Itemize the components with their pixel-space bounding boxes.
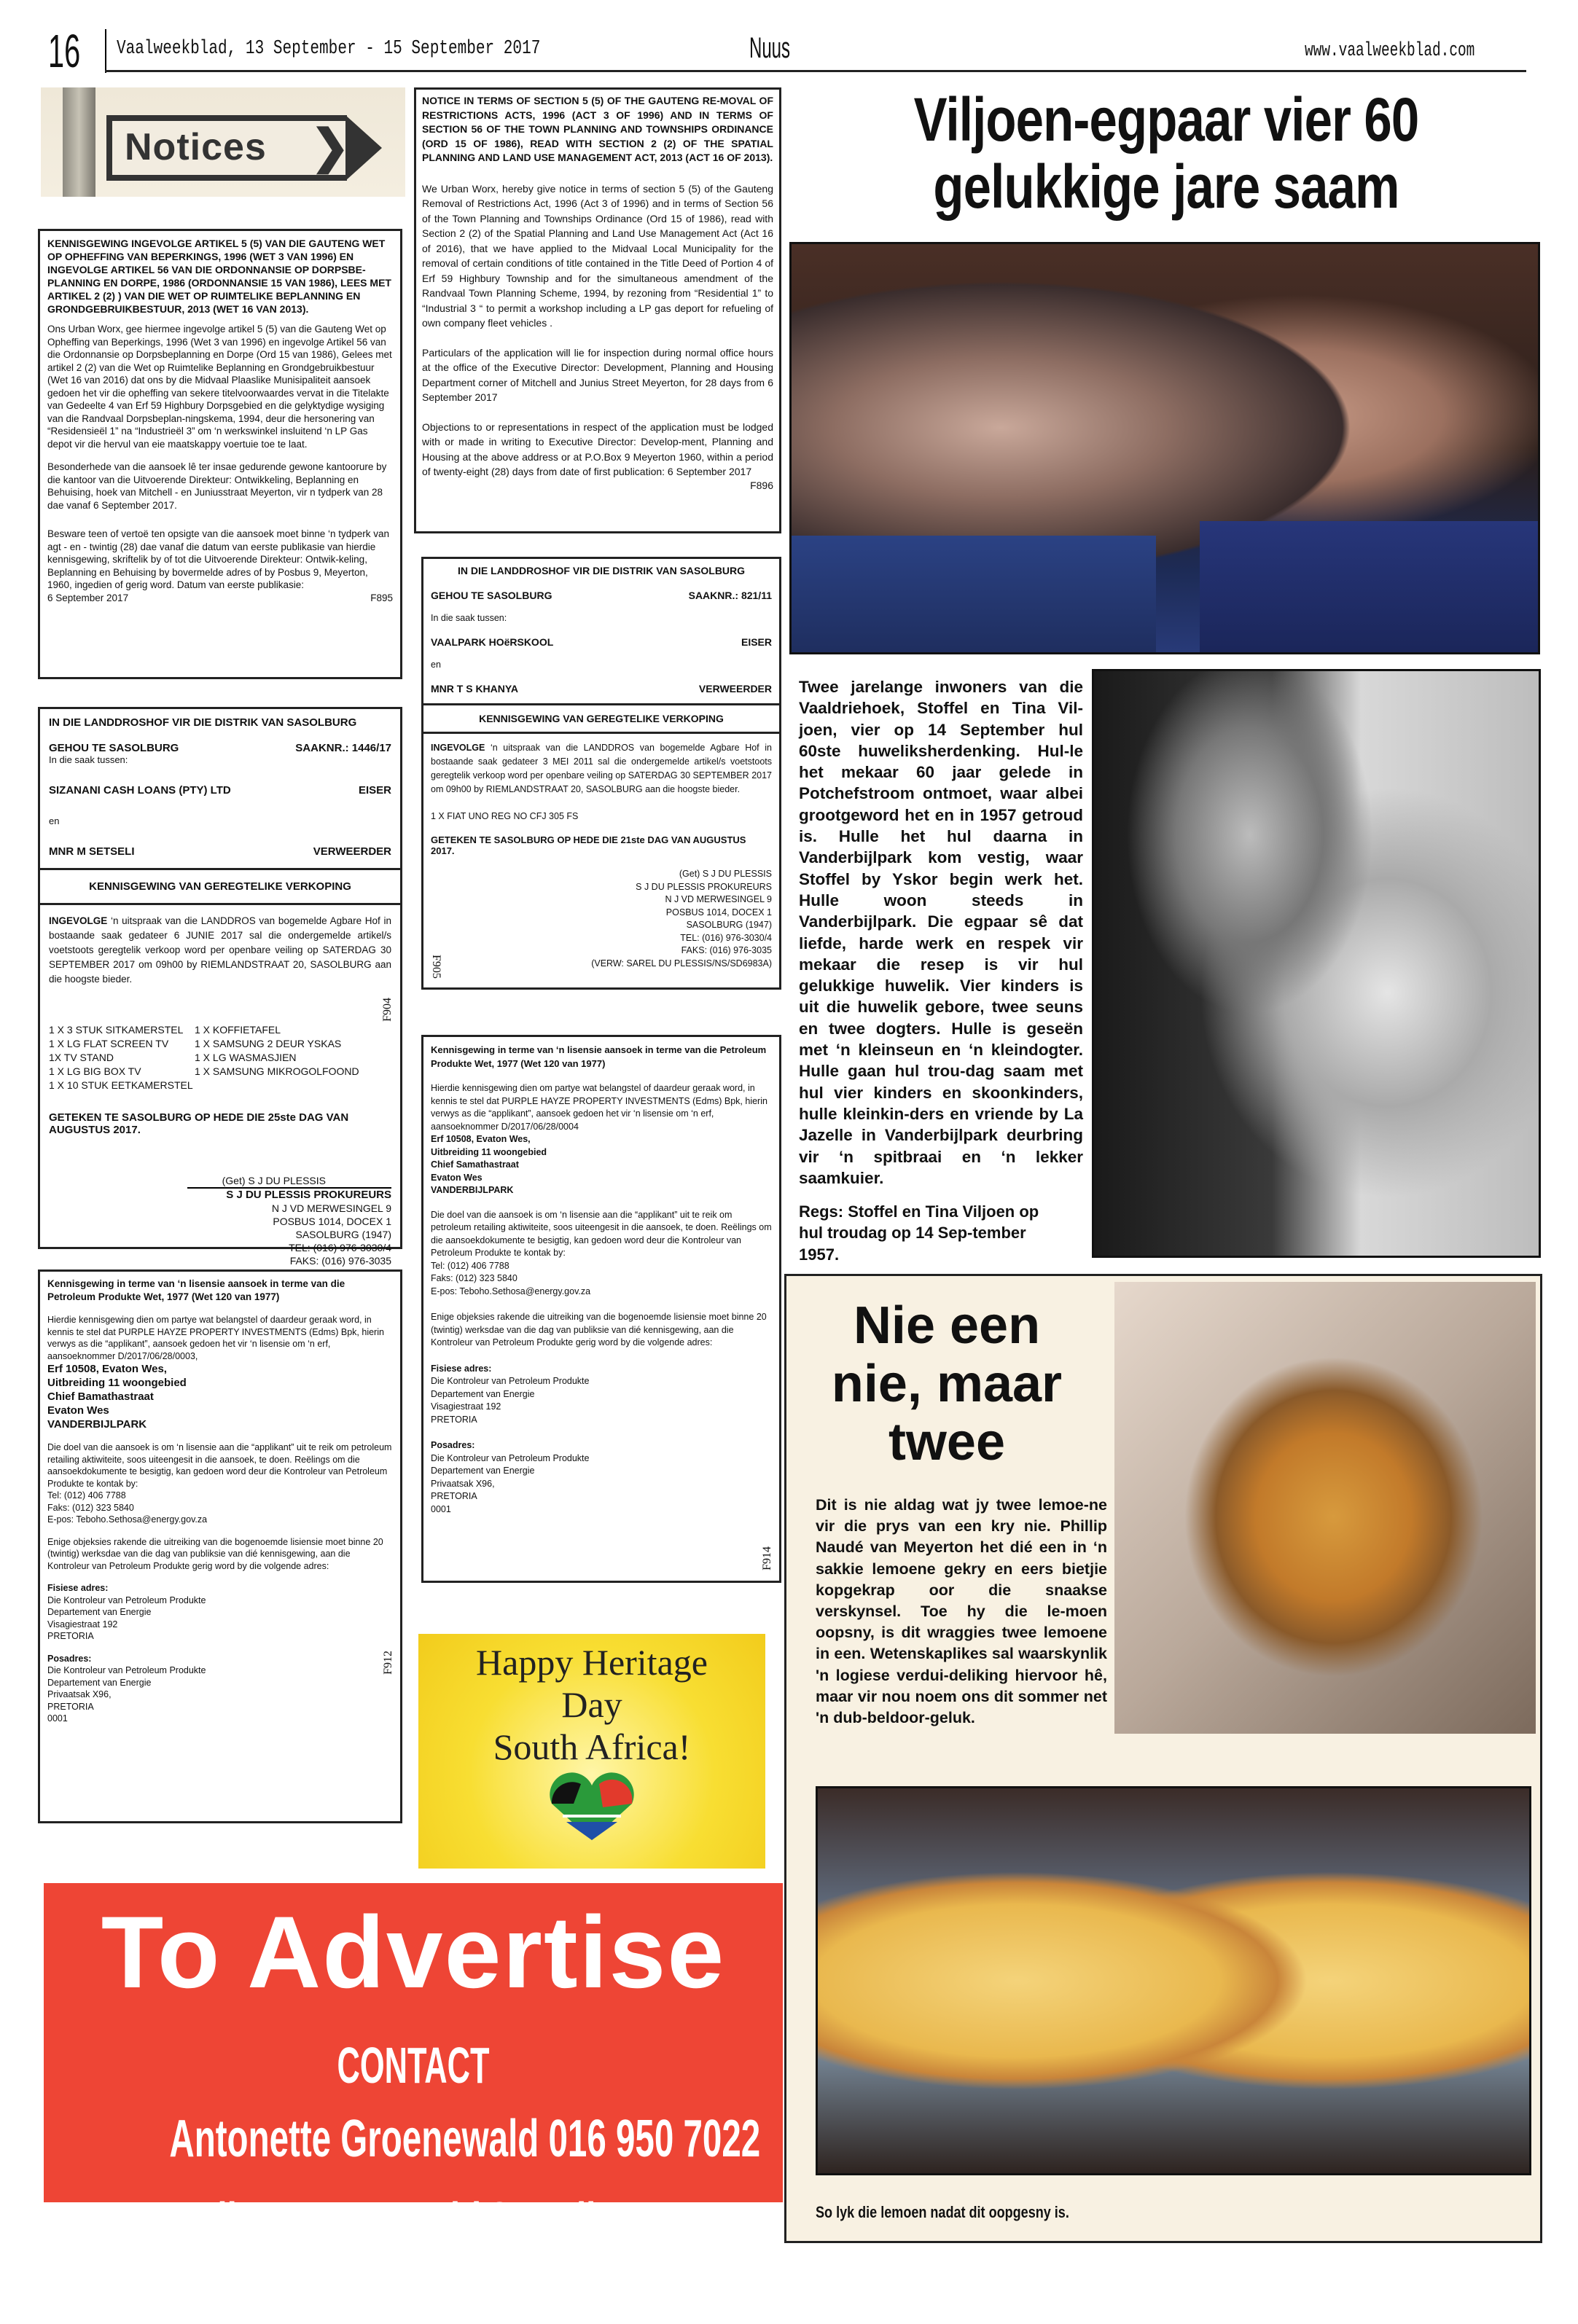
address-line: 0001 (431, 1503, 451, 1514)
header-divider (105, 29, 106, 73)
notice-paragraph: We Urban Worx, hereby give notice in terms of section 5 (5) of the Gauteng Removal of Restrictions Act, 1996 (Act 3 of 1996) and in terms of Section 56 of the Town Planning and Townships Ordinance (Ord 15 of 1986), read with Section 2 (2) of the Spatial Planning and Land Use Management Act (Act 16 of 2016), that we have applied to the Midvaal Local Municipality for the removal of certain conditions of title contained in the Title Deed of Portion 4 of Erf 59 Highbury Township and for the simultaneous amendment of the Randvaal Town Planning Scheme, 1994, by rezoning from “Residential 1” to “Industrial 3 “ to permit a workshop including a LP gas deport for refueling of own company fleet vehicles . (422, 182, 773, 329)
postal-address-label: Posadres: (431, 1440, 475, 1450)
address-line: Die Kontroleur van Petroleum Produkte (47, 1665, 206, 1675)
headline-line: gelukkige jare saam (933, 152, 1399, 221)
body-lead: INGEVOLGE (49, 915, 108, 926)
defendant-role: VERWEERDER (313, 845, 391, 858)
contact-tel: Tel: (012) 406 7788 (47, 1490, 126, 1501)
notice-paragraph: Die doel van die aansoek is om ‘n lisensie aan die “applikant” uit te reik om petroleum retailing aktiwiteite, soos uiteengesit in die aansoek, te doen. Reëlings om die aansoekdokumente te besigtig, kan gedoen word deur die Kontroleur van Petroleum Produkte te kontak by: (431, 1209, 772, 1258)
plaintiff-name: VAALPARK HOëRSKOOL (431, 636, 554, 648)
address-line: Die Kontroleur van Petroleum Produkte (431, 1376, 590, 1386)
sig-line: SASOLBURG (1947) (686, 920, 772, 930)
address-line: Uitbreiding 11 woongebied (47, 1377, 187, 1389)
notice-paragraph: Besonderhede van die aansoek lê ter insae gedurende gewone kantoorure by die kantoor van die Uitvoerende Direkteur: Ontwikkeling, Beplanning en Behuising, hoek van Mitchell - en Juniusstraat Meyerton, vir n tydperk van 28 dae vanaf 6 September 2017. (47, 461, 387, 511)
wedding-photo (1092, 669, 1541, 1258)
notices-label: Notices (125, 126, 267, 168)
notice-paragraph: Enige objeksies rakende die uitreiking van die bogenoemde lisiensie moet binne 20 (twintig) werksdae van die dag van publiksie van dié kennisgewing, aan die Kontroleur van Petroleum Produkte gerig word by die volgende adres: (47, 1536, 383, 1571)
address-line: Die Kontroleur van Petroleum Produkte (47, 1595, 206, 1605)
advert-title: To Advertise (101, 1895, 726, 2009)
sale-description (49, 914, 391, 987)
court-name: IN DIE LANDDROSHOF VIR DIE DISTRIK VAN SASOLBURG (457, 565, 746, 576)
divider (422, 732, 781, 734)
between-label: In die saak tussen: (49, 754, 128, 765)
notice-ref: F905 (430, 955, 442, 979)
notice-date: 6 September 2017 (47, 592, 129, 603)
court-location: GEHOU TE SASOLBURG (431, 590, 552, 601)
sale-item: 1 X SAMSUNG 2 DEUR YSKAS (195, 1038, 342, 1049)
advert-contact-email[interactable]: Mail:- agroenewald@media24.com (169, 2193, 735, 2251)
notice-title: KENNISGEWING VAN GEREGTELIKE VERKOPING (479, 713, 724, 724)
article-body: Dit is nie aldag wat jy twee lemoe-ne vir die prys van een kry nie. Phillip Naudé van Meyerton het dié een in ‘n sakkie lemoene gekry en eers bietjie kopgekrap oor die snaakse verskynsel. Toe hy die le-moen oopsny, is dit wraggies twee lemoene in een. Wetenskaplikes sal waarskynlik 'n logiese verdui-deliking hiervoor hê, maar vir nou noem ons dit sommer net 'n dub-beldoor-geluk. (816, 1496, 1107, 1727)
sign-arrow-tip (345, 115, 382, 181)
body-text: ‘n uitspraak van die LANDDROS van bogemelde Agbare Hof in bostaande saak gedateer 6 JUNIE 2017 sal die ondergemelde artikel/s voetstoots geregtelik verkoop word per openbare veiling op SATERDAG 30 SEPTEMBER 2017 om 09h00 by RIEMLANDSTRAAT 20, SASOLBURG aan die hoogste bieder. (49, 915, 391, 985)
address-line: Erf 10508, Evaton Wes, (47, 1363, 167, 1375)
address-line: Chief Bamathastraat (47, 1390, 154, 1403)
address-line: PRETORIA (47, 1701, 94, 1712)
sale-item: 1 X 3 STUK SITKAMERSTEL (49, 1024, 184, 1036)
petrol-notice-f912 (38, 1269, 402, 1823)
address-line: 0001 (47, 1713, 68, 1724)
case-number: SAAKNR.: 1446/17 (295, 742, 391, 754)
notice-heading: NOTICE IN TERMS OF SECTION 5 (5) OF THE GAUTENG RE-MOVAL OF RESTRICTIONS ACTS, 1996 (ACT 3 OF 1996) AND IN TERMS OF SECTION 56 OF THE TOWN PLANNING AND TOWNSHIPS ORDINANCE (ORD 15 OF 1986), READ WITH SECTION 2 (2) OF THE SPATIAL PLANNING AND LAND USE MANAGEMENT ACT, 2013 (ACT 16 OF 2013). (422, 95, 773, 163)
page-number: 16 (48, 25, 81, 77)
sale-item: 1 X LG BIG BOX TV (49, 1065, 141, 1077)
sig-line: (Get) S J DU PLESSIS (222, 1175, 326, 1186)
signature-block (49, 1174, 391, 1280)
plaintiff-role: EISER (741, 636, 772, 648)
notice-paragraph: Die doel van die aansoek is om ‘n lisensie aan die “applikant” uit te reik om petroleum retailing aktiwiteite, soos uiteengesit in die aansoek, te doen. Reëlings om die aansoekdokumente te besigtig, kan gedoen word deur die Kontroleur van Petroleum Produkte te kontak by: (47, 1442, 392, 1489)
publication-date: Vaalweekblad, 13 September - 15 September 2017 (117, 38, 541, 60)
couple-present-photo (789, 242, 1540, 654)
article-headline (879, 86, 1453, 220)
address-line: Evaton Wes (47, 1404, 109, 1417)
notices-sign-image (41, 87, 405, 197)
notice-ref: F904 (381, 998, 394, 1022)
notice-paragraph: Objections to or representations in respect of the application must be lodged with or made in writing to Executive Director: Develop-ment, Planning and Housing at the above address or at P.O.Box 9 Meyerton 1960, within a period of twenty-eight (28) days from date of first publication: 6 September 2017 (422, 420, 773, 477)
address-line: Departement van Energie (47, 1677, 152, 1688)
sig-line: N J VD MERWESINGEL 9 (271, 1202, 391, 1214)
notice-ref: F896 (750, 479, 773, 491)
contact-tel: Tel: (012) 406 7788 (431, 1260, 509, 1271)
blouse-shape (792, 536, 1156, 654)
sale-item: 1 X 10 STUK EETKAMERSTEL (49, 1079, 193, 1091)
body-text: ‘n uitspraak van die LANDDROS van bogemelde Agbare Hof in bostaande saak gedateer 3 MEI 2011 sal die ondergemelde artikel/s voetstoots geregtelik verkoop word per openbare veiling op SATERDAG 30 SEPTEMBER 2017 om 09h00 by RIEMLANDSTRAAT 20, SASOLBURG aan die hoogste bieder. (431, 743, 772, 794)
plaintiff-name: SIZANANI CASH LOANS (PTY) LTD (49, 784, 231, 797)
address-line: Departement van Energie (47, 1607, 152, 1617)
address-line: Privaatsak X96, (431, 1478, 495, 1489)
headline-line: Viljoen-egpaar vier 60 (913, 85, 1419, 154)
heritage-line: South Africa! (493, 1726, 691, 1767)
defendant-name: MNR T S KHANYA (431, 683, 519, 695)
photo-caption: So lyk die lemoen nadat dit oopgesny is. (816, 2203, 1069, 2221)
address-line: Departement van Energie (431, 1466, 535, 1476)
address-block (47, 1362, 393, 1431)
contact-email[interactable]: E-pos: Teboho.Sethosa@energy.gov.za (431, 1286, 591, 1296)
notice-paragraph: Particulars of the application will lie for inspection during normal office hours at the office of the Executive Director: Development, Planning and Housing Department corner of Mitchell and Junius Street Meyerton, for 28 days from 6 September 2017 (422, 346, 773, 403)
sign-pole (63, 87, 95, 197)
heritage-day-advert (418, 1634, 765, 1869)
notice-paragraph: Hierdie kennisgewing dien om partye wat belangstel of daardeur geraak word, in kennis te stel dat PURPLE HAYZE PROPERTY INVESTMENTS (Edms) Bpk, hierin verwys as die “applikant”, aansoek gedoen het vir ‘n lisensie om ‘n erf, aansoeknommer D/2017/06/28/0004 (431, 1083, 767, 1132)
sale-items-list (49, 1023, 391, 1092)
heritage-line: Day (561, 1684, 622, 1725)
physical-address-label: Fisiese adres: (47, 1583, 109, 1593)
chevron-right-icon: ❯ (310, 120, 350, 173)
sale-item: 1X TV STAND (49, 1052, 114, 1063)
address-line: Chief Samathastraat (431, 1159, 519, 1170)
address-line: Privaatsak X96, (47, 1689, 112, 1699)
defendant-role: VERWEERDER (698, 683, 772, 695)
section-title: Nuus (749, 32, 791, 64)
notice-paragraph: Besware teen of vertoë ten opsigte van die aansoek moet binne ‘n tydperk van agt - en - twintig (28) dae vanaf die datum van eerste publikasie van hierdie kennisgewing, skriftelik by of tot die Uitvoerende Direkteur: Ontwik-keling, Beplanning en Behuising by bovermelde adres of by Posbus 9, Meyerton, 1960, ingedien of gerig word. Datum van eerste publikasie: (47, 528, 390, 590)
address-line: PRETORIA (47, 1631, 94, 1641)
defendant-name: MNR M SETSELI (49, 845, 135, 858)
court-notice-f905 (421, 557, 781, 990)
notice-title: KENNISGEWING VAN GEREGTELIKE VERKOPING (89, 880, 351, 893)
notice-f895 (38, 229, 402, 679)
notice-heading: KENNISGEWING INGEVOLGE ARTIKEL 5 (5) VAN DIE GAUTENG WET OP OPHEFFING VAN BEPERKINGS, 1996 (WET 3 VAN 1996) EN INGEVOLGE ARTIKEL 56 VAN DIE ORDONNANSIE OP DORPSBE-PLANNING EN DORPE, 1986 (ORDONNANSIE 15 VAN 1986), LEES MET ARTIKEL 2 (2) ) VAN DIE WET OP RUIMTELIKE BEPLANNING EN GRONDGEBRUIKBESTUUR, 2013 (WET 16 VAN 2013). (47, 238, 391, 315)
sale-item: 1 X FIAT UNO REG NO CFJ 305 FS (431, 811, 579, 821)
address-line: PRETORIA (431, 1414, 477, 1425)
notice-paragraph: Enige objeksies rakende die uitreiking van die bogenoemde lisiensie moet binne 20 (twintig) werksdae van die dag van publiksie van dié kennisgewing, aan die Kontroleur van Petroleum Produkte gerig word by die volgende adres: (431, 1312, 767, 1347)
notice-paragraph: Ons Urban Worx, gee hiermee ingevolge artikel 5 (5) van die Gauteng Wet op Opheffing van Beperkings, 1996 (Wet 3 van 1996) en ingevolge Artikel 56 van die Ordonnansie op Dorpsbeplanning en Dorpe (Ord 15 van 1986), Gelees met artikel 2 (2) van die Wet op Ruimtelike Beplanning en Grondgebruikbestuur (Wet 16 van 2016) dat ons by die Midvaal Plaaslike Munisipaliteit aansoek gedoen het vir die opheffing van sekere titelvoorwaardes vervat in die Titelakte van Gedeelte 4 van Erf 59 Highbury Dorpsgebied en die gelyktydige wysiging van die Randvaal Dorpsbeplan-ningskema, 1994, deur die hersonering van “Residensieël 1” na “Industrieël 3” om ‘n werkswinkel insluitend ‘n LP Gas depot vir die hervul van eie maatskappy voertuie toe te laat. (47, 324, 392, 450)
article-body: Twee jarelange inwoners van die Vaaldriehoek, Stoffel en Tina Vil-joen, vier op 14 September hul 60ste huweliksherdenking. Hul-le het mekaar 60 jaar gelede in Potchefstroom ontmoet, waar albei grootgeword het en in 1957 getroud is. Hulle het hul daarna in Vanderbijlpark kom vestig, waar Stoffel by Yskor begin werk het. Hulle woon steeds in Vanderbijlpark. Die egpaar sê dat liefde, harde werk en respek vir mekaar die resep is vir hul gelukkige huwelik. Vier kinders is uit die huwelik gebore, twee seuns en twee dogters. Hulle is geseën met ‘n kleinseun en ‘n kleindogter. Hulle gaan hul trou-dag saam met hul vier kinders en skoonkinders, hulle kleinkin-ders en vriende by La Jazelle in Vanderbijlpark deurbring vir ‘n spitbraai en ‘n lekker saamkuier. (799, 678, 1083, 1187)
sale-item: 1 X KOFFIETAFEL (195, 1024, 281, 1036)
notice-f896 (414, 87, 781, 533)
address-line: VANDERBIJLPARK (431, 1185, 514, 1195)
sa-flag-heart-icon (544, 1771, 639, 1844)
signature-block (431, 868, 772, 970)
sig-line: TEL: (016) 976-3030/4 (680, 932, 772, 943)
contact-email[interactable]: E-pos: Teboho.Sethosa@energy.gov.za (47, 1514, 208, 1525)
website-link[interactable]: www.vaalweekblad.com (1305, 40, 1475, 62)
plaintiff-role: EISER (358, 784, 391, 797)
advert-contact-phone[interactable]: Antonette Groenewald 016 950 7022 (169, 2110, 761, 2168)
address-line: Erf 10508, Evaton Wes, (431, 1134, 531, 1144)
advert-contact-label: CONTACT (337, 2037, 490, 2094)
notice-heading: Kennisgewing in terme van ‘n lisensie aansoek in terme van die Petroleum Produkte Wet, 1977 (Wet 120 van 1977) (431, 1044, 767, 1069)
sig-line: (VERW: SAREL DU PLESSIS/NS/SD6983A) (591, 958, 772, 969)
notice-ref: F914 (760, 1546, 773, 1570)
physical-address-label: Fisiese adres: (431, 1363, 492, 1374)
sig-line: TEL: (016) 976-3030/4 (289, 1242, 391, 1253)
sale-description (431, 741, 772, 797)
address-line: PRETORIA (431, 1491, 477, 1501)
sig-line: (Get) S J DU PLESSIS (679, 869, 772, 879)
court-name: IN DIE LANDDROSHOF VIR DIE DISTRIK VAN SASOLBURG (49, 716, 357, 729)
contact-fax: Faks: (012) 323 5840 (47, 1502, 134, 1513)
sig-line: FAKS: (016) 976-3035 (681, 945, 772, 955)
sale-item: 1 X SAMSUNG MIKROGOLFOOND (195, 1065, 359, 1077)
sale-item: 1 X LG WASMASJIEN (195, 1052, 297, 1063)
signed-statement: GETEKEN TE SASOLBURG OP HEDE DIE 21ste DAG VAN AUGUSTUS 2017. (431, 834, 746, 856)
address-line: Visagiestraat 192 (431, 1401, 501, 1412)
jacket-shape (1200, 521, 1540, 654)
photo-caption: Regs: Stoffel en Tina Viljoen op hul troudag op 14 Sep-tember 1957. (799, 1202, 1039, 1264)
and-label: en (49, 815, 60, 826)
address-line: Uitbreiding 11 woongebied (431, 1146, 547, 1157)
sig-line: S J DU PLESSIS PROKUREURS (636, 881, 772, 892)
address-line: Evaton Wes (431, 1172, 483, 1183)
court-location: GEHOU TE SASOLBURG (49, 742, 179, 754)
header-rule (105, 70, 1526, 72)
divider (40, 903, 400, 905)
petrol-notice-f914 (421, 1035, 781, 1583)
address-line: VANDERBIJLPARK (47, 1418, 147, 1431)
notice-heading: Kennisgewing in terme van ‘n lisensie aansoek in terme van die Petroleum Produkte Wet, 1977 (Wet 120 van 1977) (47, 1278, 345, 1302)
address-block (431, 1133, 772, 1197)
case-number: SAAKNR.: 821/11 (688, 590, 772, 601)
postal-address-label: Posadres: (47, 1653, 92, 1664)
between-label: In die saak tussen: (431, 613, 507, 623)
sig-line: S J DU PLESSIS PROKUREURS (187, 1187, 391, 1202)
article-headline: Nie een nie, maar twee (831, 1296, 1063, 1471)
notice-ref: F895 (370, 592, 393, 603)
and-label: en (431, 660, 441, 670)
sig-line: SASOLBURG (1947) (295, 1229, 391, 1240)
signed-statement: GETEKEN TE SASOLBURG OP HEDE DIE 25ste DAG VAN AUGUSTUS 2017. (49, 1111, 349, 1136)
notice-ref: F912 (381, 1651, 394, 1675)
body-lead: INGEVOLGE (431, 743, 485, 753)
address-line: Die Kontroleur van Petroleum Produkte (431, 1452, 590, 1463)
sig-line: POSBUS 1014, DOCEX 1 (665, 907, 772, 918)
cut-orange-photo (816, 1786, 1531, 2175)
advertise-banner (44, 1883, 783, 2251)
sale-item: 1 X LG FLAT SCREEN TV (49, 1038, 169, 1049)
sig-line: POSBUS 1014, DOCEX 1 (273, 1216, 391, 1227)
heritage-line: Happy Heritage (476, 1642, 708, 1683)
contact-fax: Faks: (012) 323 5840 (431, 1273, 517, 1283)
court-notice-f904 (38, 707, 402, 1267)
sig-line: FAKS: (016) 976-3035 (289, 1255, 391, 1267)
sig-line: N J VD MERWESINGEL 9 (665, 894, 772, 904)
whole-orange-photo (1114, 1282, 1536, 1734)
orange-story-box (784, 1274, 1542, 2243)
address-line: Departement van Energie (431, 1388, 535, 1399)
address-line: Visagiestraat 192 (47, 1619, 118, 1629)
notice-paragraph: Hierdie kennisgewing dien om partye wat belangstel of daardeur geraak word, in kennis te stel dat PURPLE HAYZE PROPERTY INVESTMENTS (Edms) Bpk, hierin verwys as die “applikant”, aansoek gedoen het vir ‘n lisensie om ‘n erf, aansoeknommer D/2017/06/28/0003, (47, 1315, 384, 1361)
